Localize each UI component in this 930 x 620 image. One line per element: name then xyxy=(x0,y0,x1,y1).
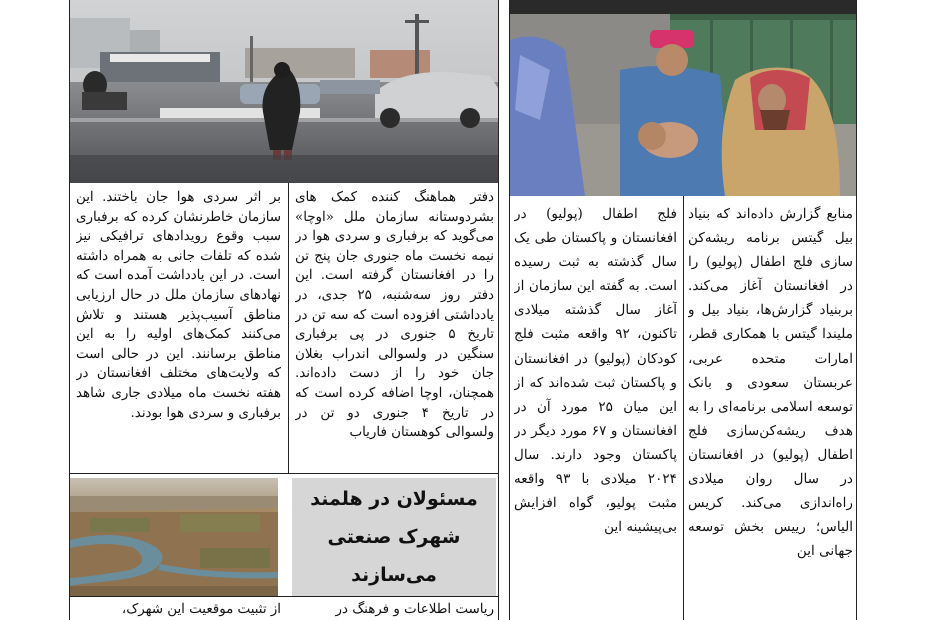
section-rule xyxy=(70,596,498,597)
helmand-article-text-right: ریاست اطلاعات و فرهنگ در xyxy=(335,602,494,617)
aerial-river-photo xyxy=(70,478,278,596)
polio-vaccination-photo-art xyxy=(510,0,856,196)
helmand-article-col-right xyxy=(295,600,494,620)
winter-street-photo xyxy=(70,0,498,183)
winter-article-text-right: دفتر هماهنگ کننده کمک های بشردوستانه سازمان ملل «اوچا» می‌گوید که برفباری و سردی هوا در نیمه نخست ماه جنوری جان پنج تن را در افغانستان گرفته است. این دفتر روز سه‌شنبه، ۲۵ جدی، در یادداشتی افزوده است که سه تن در تاریخ ۵ جنوری در پی برفباری سنگین در ولسوالی اندراب بغلان جان خود را از دست داده‌اند. همچنان، اوچا اضافه کرده است که در تاریخ ۴ جنوری دو تن در ولسوالی کوهستان فاریاب xyxy=(295,190,494,441)
section-rule xyxy=(70,473,498,474)
helmand-headline xyxy=(292,478,496,596)
polio-article-text-left: فلج اطفال (پولیو) در افغانستان و پاکستان طی یک سال گذشته به ثبت رسیده است. به گفته این سازمان از آغاز سال گذشته میلادی تاکنون، ۹۲ واقعه مثبت فلج کودکان (پولیو) در افغانستان و پاکستان ثبت شده‌اند که از این میان ۲۵ مورد آن در افغانستان و ۶۷ مورد دیگر در پاکستان وجود دارند. سال ۲۰۲۴ میلادی با ۹۳ واقعه مثبت پولیو، گواه افزایش بی‌پیشینه این xyxy=(514,206,677,536)
column-rule xyxy=(683,196,684,620)
aerial-river-photo-art xyxy=(70,478,278,596)
polio-article-col-left xyxy=(514,202,677,620)
polio-vaccination-photo xyxy=(510,0,856,196)
helmand-article-col-left xyxy=(76,600,281,620)
helmand-headline-line1: مسئولان در هلمند xyxy=(310,488,478,510)
polio-article-col-right xyxy=(688,202,853,620)
column-rule xyxy=(856,0,857,620)
column-rule xyxy=(288,183,289,473)
winter-article-text-left: بر اثر سردی هوا جان باختند. این سازمان خاطرنشان کرده که برفباری سبب وقوع رویدادهای ترافیکی نیز شده که تلفات جانی به همراه داشته است. در این یادداشت آمده است که نهادهای سازمان ملل در حال ارزیابی مناطق آسیب‌پذیر هستند و تلاش می‌کنند کمک‌های اولیه را به این مناطق برسانند. این در حالی است که ولایت‌های مختلف افغانستان در هفته نخست ماه میلادی جاری شاهد برفباری و سردی هوا بودند. xyxy=(76,190,281,421)
helmand-headline-line2: شهرک صنعتی می‌سازند xyxy=(327,526,461,586)
column-rule xyxy=(498,0,499,620)
winter-street-photo-art xyxy=(70,0,498,183)
winter-article-col-right xyxy=(295,188,494,470)
polio-article-text-right: منابع گزارش داده‌اند که بنیاد بیل گیتس برنامه ریشه‌کن سازی فلج اطفال (پولیو) را در افغانستان آغاز می‌کند. بربنیاد گزارش‌ها، بنیاد بیل و ملیندا گیتس با همکاری قطر، امارات متحده عربی، عربستان سعودی و بانک توسعه اسلامی برنامه‌ای را به هدف ریشه‌کن‌سازی فلج اطفال (پولیو) در افغانستان در سال روان میلادی راه‌اندازی می‌کند. کریس الیاس؛ رییس بخش توسعه جهانی این xyxy=(688,206,853,560)
helmand-article-text-left: از تثبیت موقعیت این شهرک، xyxy=(121,602,281,617)
winter-article-col-left xyxy=(76,188,281,470)
column-rule xyxy=(509,0,510,620)
